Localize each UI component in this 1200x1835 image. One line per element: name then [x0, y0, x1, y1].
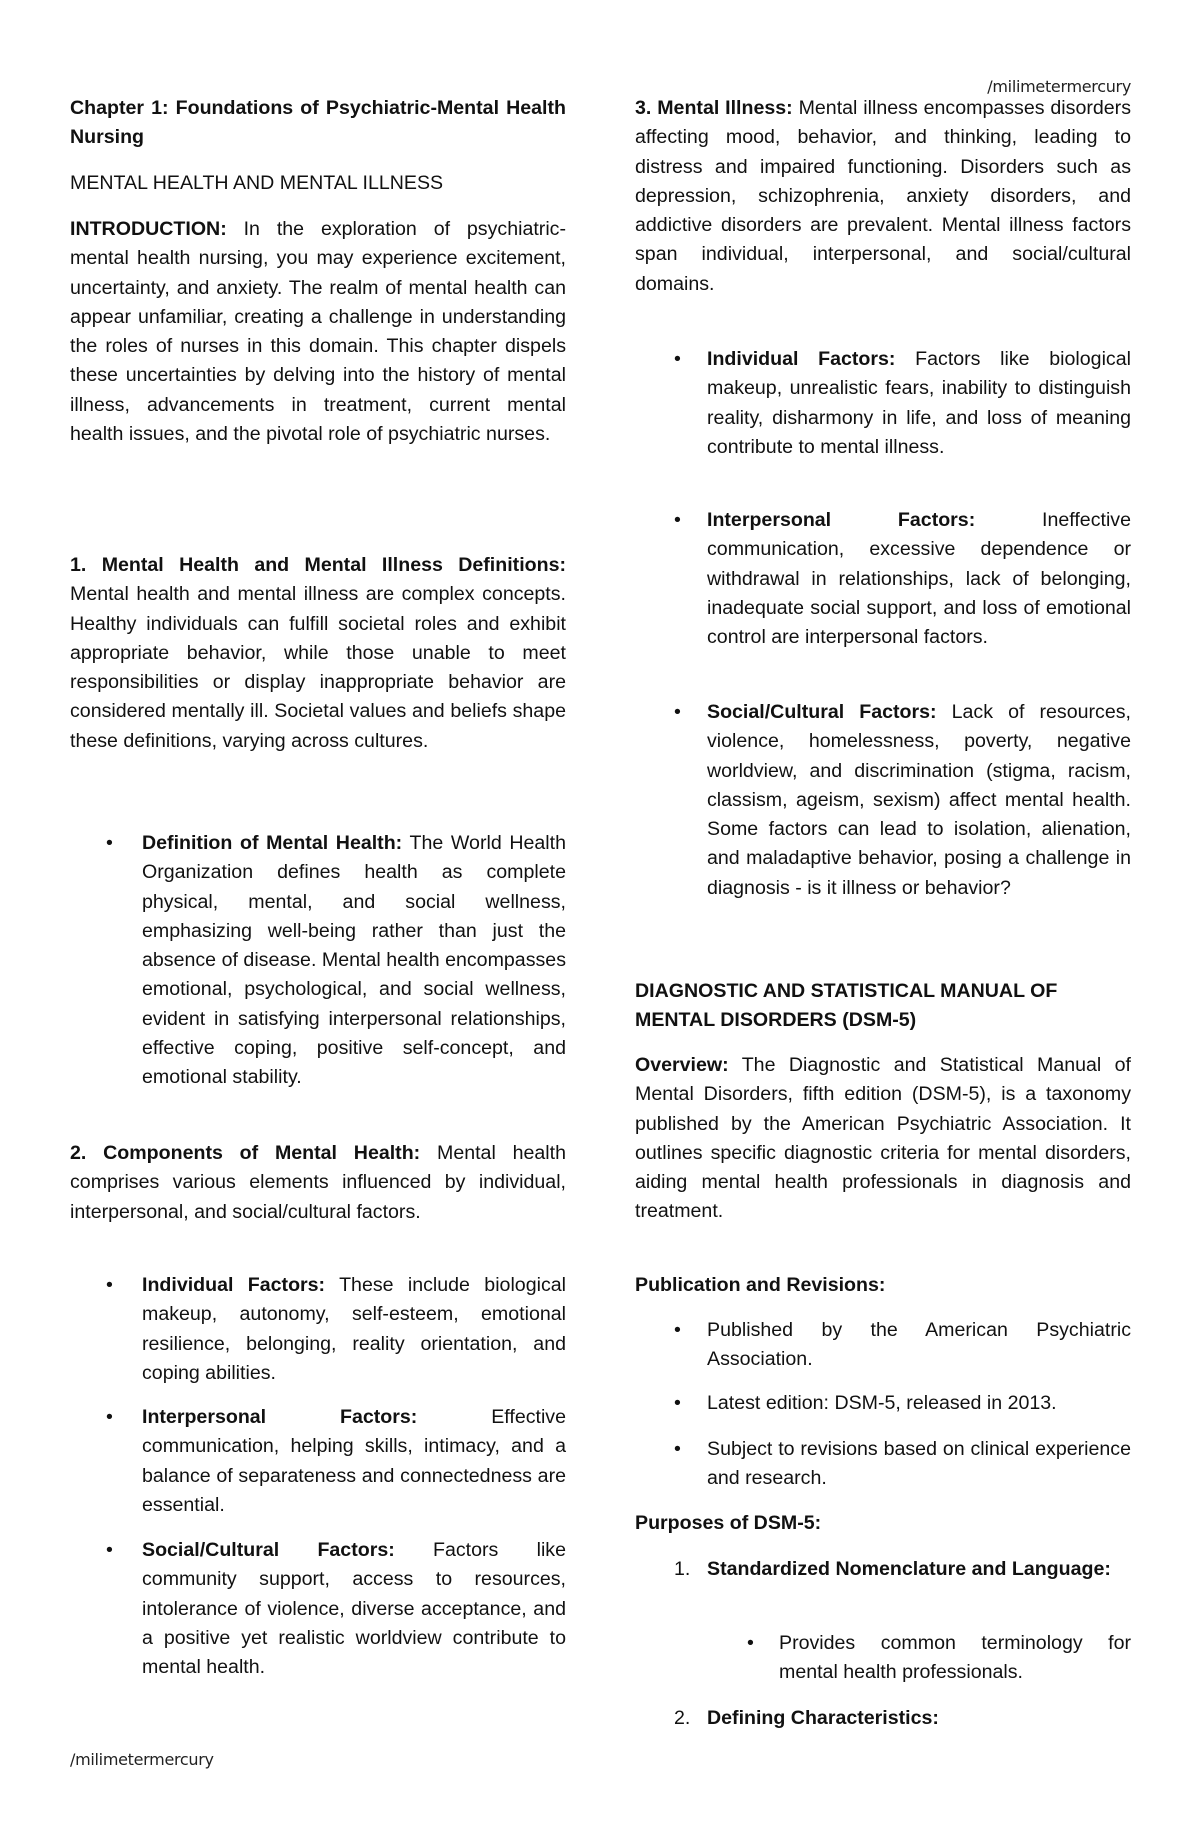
definitions-paragraph: 1. Mental Health and Mental Illness Definitions: Mental health and mental illness are complex concepts. Healthy individuals can fulfill societal roles and exhibit appropriate behavior, while those unable to meet responsibilities or display inappropriate behavior are considered mentally ill. Societal values and beliefs shape these definitions, varying across cultures. [70, 554, 566, 752]
publication-heading: Publication and Revisions: [635, 1274, 886, 1296]
bullet-icon: • [674, 1319, 681, 1341]
section-title: MENTAL HEALTH AND MENTAL ILLNESS [70, 172, 444, 194]
bullet-icon: • [106, 1274, 113, 1296]
bullet-icon: • [674, 348, 681, 370]
bullet-icon: • [747, 1632, 754, 1654]
mental-illness-paragraph: 3. Mental Illness: Mental illness encompasses disorders affecting mood, behavior, and thinking, leading to distress and impaired functioning. Disorders such as depression, schizophrenia, anxiety disorders, and addictive disorders are prevalent. Mental illness factors span individual, interpersonal, and social/cultural domains. [635, 97, 1131, 295]
dsm-heading: DIAGNOSTIC AND STATISTICAL MANUAL OF MENTAL DISORDERS (DSM-5) [635, 980, 1058, 1032]
chapter-title: Chapter 1: Foundations of Psychiatric-Mental Health Nursing [70, 97, 566, 149]
overview-paragraph: Overview: The Diagnostic and Statistical Manual of Mental Disorders, fifth edition (DSM-5), is a taxonomy published by the American Psychiatric Association. It outlines specific diagnostic criteria for mental disorders, aiding mental health professionals in diagnosis and treatment. [635, 1054, 1131, 1223]
header-watermark: /milimetermercury [987, 77, 1131, 96]
intro-paragraph: INTRODUCTION: In the exploration of psychiatric-mental health nursing, you may experience excitement, uncertainty, and anxiety. The realm of mental health can appear unfamiliar, creating a challenge in understanding the roles of nurses in this domain. This chapter dispels these uncertainties by delving into the history of mental illness, advancements in treatment, current mental health issues, and the pivotal role of psychiatric nurses. [70, 218, 566, 446]
components-paragraph: 2. Components of Mental Health: Mental health comprises various elements influenced by individual, interpersonal, and social/cultural factors. [70, 1142, 566, 1223]
purposes-heading: Purposes of DSM-5: [635, 1512, 822, 1534]
bullet-icon: • [106, 1539, 113, 1561]
footer-watermark: /milimetermercury [70, 1750, 214, 1769]
bullet-icon: • [674, 1392, 681, 1414]
bullet-icon: • [106, 832, 113, 854]
bullet-icon: • [674, 701, 681, 723]
bullet-icon: • [106, 1406, 113, 1428]
bullet-icon: • [674, 1438, 681, 1460]
bullet-icon: • [674, 509, 681, 531]
